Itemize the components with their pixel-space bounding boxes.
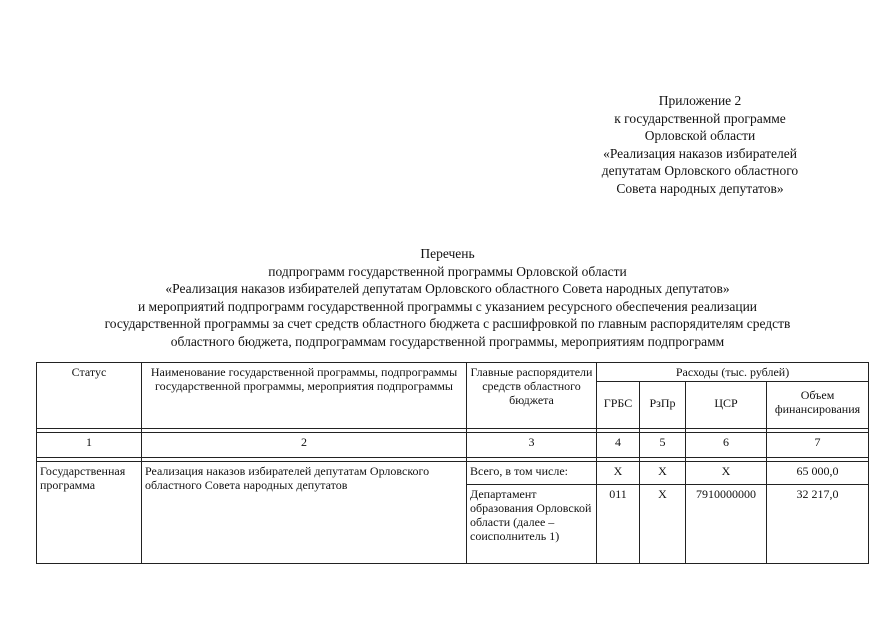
header-row	[37, 363, 869, 382]
header-rzpr: РзПр	[640, 382, 686, 429]
header-csr: ЦСР	[686, 382, 767, 429]
column-number: 6	[686, 433, 767, 458]
appendix-line: Орловской области	[644, 128, 756, 143]
financing-table	[36, 362, 869, 564]
title-line: областного бюджета, подпрограммам государственной программы, мероприятиям подпрограмм	[170, 333, 725, 349]
column-number: 4	[597, 433, 640, 458]
header-expenses: Расходы (тыс. рублей)	[597, 363, 869, 382]
title-line: государственной программы за счет средств областного бюджета с расшифровкой по главным распорядителям средств	[104, 316, 791, 331]
header-volume: Объем финансирования	[767, 382, 869, 429]
row-manager: Всего, в том числе:	[467, 462, 597, 485]
appendix-line: к государственной программе	[614, 110, 786, 126]
column-number: 1	[37, 433, 142, 458]
title-line: Перечень	[420, 246, 475, 261]
row-volume: 65 000,0	[767, 462, 869, 485]
column-number: 5	[640, 433, 686, 458]
header-grbs: ГРБС	[597, 382, 640, 429]
title-line: «Реализация наказов избирателей депутатам Орловского областного Совета народных депутатов»	[165, 281, 730, 296]
row-csr: 7910000000	[686, 485, 767, 564]
row-manager: Департамент образования Орловской области (далее – соисполнитель 1)	[467, 485, 597, 564]
row-name: Реализация наказов избирателей депутатам Орловского областного Совета народных депутатов	[142, 462, 467, 564]
column-number-row	[37, 433, 869, 458]
appendix-line: «Реализация наказов избирателей	[603, 145, 797, 161]
row-grbs: 011	[597, 485, 640, 564]
appendix-line: Приложение 2	[658, 93, 742, 108]
row-rzpr: X	[640, 485, 686, 564]
title-line: подпрограмм государственной программы Орловской области	[268, 263, 627, 279]
row-csr: X	[686, 462, 767, 485]
row-rzpr: X	[640, 462, 686, 485]
appendix-line: Совета народных депутатов»	[616, 180, 784, 196]
header-status: Статус	[37, 363, 142, 429]
header-name: Наименование государственной программы, подпрограммы государственной программы, мероприятия подпрограммы	[142, 363, 467, 429]
header-managers: Главные распорядители средств областного бюджета	[467, 363, 597, 429]
title-line: и мероприятий подпрограмм государственной программы с указанием ресурсного обеспечения реализации	[137, 298, 758, 314]
row-volume: 32 217,0	[767, 485, 869, 564]
document-title	[20, 245, 875, 350]
row-status: Государственная программа	[37, 462, 142, 564]
column-number: 2	[142, 433, 467, 458]
table-row	[37, 462, 869, 485]
row-grbs: X	[597, 462, 640, 485]
column-number: 7	[767, 433, 869, 458]
appendix-line: депутатам Орловского областного	[601, 163, 799, 178]
column-number: 3	[467, 433, 597, 458]
appendix-block	[530, 92, 870, 197]
